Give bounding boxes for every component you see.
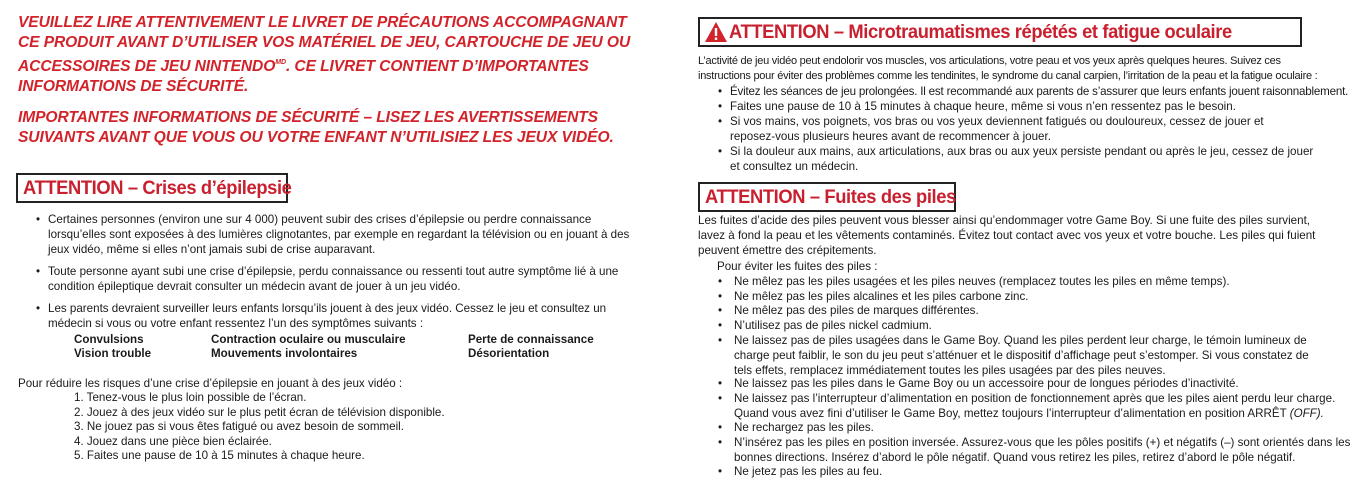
- reduce-step: 3. Ne jouez pas si vous êtes fatigué ou avez besoin de sommeil.: [74, 420, 404, 433]
- bullet-line-text: bonnes directions. Insérez d’abord le pôle négatif. Quand vous retirez les piles, retirez d’abord le pôle négatif.: [734, 451, 1296, 464]
- rsi-intro-line: L’activité de jeu vidéo peut endolorir vos muscles, vos articulations, votre peau et vos yeux après quelques heures. Suivez ces: [698, 55, 1281, 67]
- bullet-line-text: Ne jetez pas les piles au feu.: [734, 465, 883, 478]
- bullet-line: condition épileptique devrait consulter un médecin avant de jouer à un jeu vidéo.: [48, 280, 461, 293]
- bullet-line-text: Quand vous avez fini d’utiliser le Game Boy, mettez toujours l’interrupteur d’alimentation en position ARRÊT: [734, 407, 1290, 420]
- reduce-step: 4. Jouez dans une pièce bien éclairée.: [74, 435, 272, 448]
- bullet-line-text: Ne mêlez pas les piles alcalines et les piles carbone zinc.: [734, 290, 1029, 303]
- bullet-line: Les parents devraient surveiller leurs enfants lorsqu’ils jouent à des jeux vidéo. Cessez le jeu et consultez un: [48, 302, 607, 315]
- bullet-line-text: tels effets, remplacez immédiatement toutes les piles usagées par des piles neuves.: [734, 364, 1166, 377]
- bullet-line: [734, 303, 979, 318]
- rsi-intro-line: instructions pour éviter des problèmes comme les tendinites, le syndrome du canal carpien, l’irritation de la peau et la fatigue oculaire :: [698, 70, 1318, 82]
- bullet-line: Évitez les séances de jeu prolongées. Il est recommandé aux parents de s’assurer que leurs enfants jouent raisonnablement.: [730, 85, 1349, 98]
- epilepsy-warning-header: [16, 173, 292, 203]
- warning-triangle-icon: [704, 21, 728, 43]
- epilepsy-title: ATTENTION – Crises d’épilepsie: [23, 176, 292, 199]
- off-label: (OFF).: [1289, 407, 1324, 420]
- intro-line-text: ACCESSOIRES DE JEU NINTENDO: [18, 58, 276, 75]
- bullet-line: [734, 391, 1335, 406]
- battery-intro-line: lavez à fond la peau et les vêtements contaminés. Évitez tout contact avec vos yeux et votre bouche. Les piles qui fuient: [698, 229, 1316, 242]
- bullet-line-text: Ne rechargez pas les piles.: [734, 421, 874, 434]
- bullet-line: et consultez un médecin.: [730, 160, 859, 173]
- intro-paragraph-2: [18, 108, 614, 148]
- bullet-dot: •: [718, 377, 723, 390]
- symptom: Désorientation: [468, 347, 550, 360]
- intro-line-tail: . CE LIVRET CONTIENT D’IMPORTANTES: [285, 58, 589, 75]
- intro-line: VEUILLEZ LIRE ATTENTIVEMENT LE LIVRET DE PRÉCAUTIONS ACCOMPAGNANT: [18, 14, 627, 31]
- bullet-dot: •: [718, 392, 723, 405]
- battery-intro-line: peuvent émettre des crépitements.: [698, 244, 877, 257]
- intro-line: CE PRODUIT AVANT D’UTILISER VOS MATÉRIEL DE JEU, CARTOUCHE DE JEU OU: [18, 34, 631, 51]
- bullet-dot: •: [718, 275, 723, 288]
- bullet-dot: •: [36, 213, 41, 226]
- bullet-line: Si vos mains, vos poignets, vos bras ou vos yeux deviennent fatigués ou douloureux, cessez de jouer et: [730, 115, 1264, 128]
- bullet-line-text: Ne mêlez pas les piles usagées et les piles neuves (remplacez toutes les piles en même temps).: [734, 275, 1230, 288]
- symptom: Mouvements involontaires: [211, 347, 358, 360]
- reduce-risk-intro: Pour réduire les risques d’une crise d’épilepsie en jouant à des jeux vidéo :: [18, 377, 403, 390]
- bullet-line: jeux vidéo, même si elles n’ont jamais subi de crise auparavant.: [48, 243, 376, 256]
- bullet-line: [734, 348, 1309, 363]
- bullet-line-text: N’insérez pas les piles en position inversée. Assurez-vous que les pôles positifs (+) et négatifs (–) sont orientés dans les: [734, 436, 1351, 449]
- bullet-line-text: Ne laissez pas de piles usagées dans le Game Boy. Quand les piles perdent leur charge, le témoin lumineux de: [734, 334, 1307, 347]
- trademark: MD: [275, 59, 286, 66]
- bullet-line: [734, 450, 1350, 465]
- bullet-line: [734, 420, 874, 435]
- reduce-step: 1. Tenez-vous le plus loin possible de l’écran.: [74, 391, 307, 404]
- intro-paragraph-1: [18, 13, 630, 97]
- battery-title: ATTENTION – Fuites des piles: [705, 185, 956, 208]
- bullet-line-text: charge peut faiblir, le son du jeu peut s’atténuer et le dispositif d’affichage peut s’estomper. Si vous constatez de: [734, 349, 1309, 362]
- bullet-dot: •: [718, 115, 723, 128]
- symptom: Vision trouble: [74, 347, 152, 360]
- bullet-dot: •: [718, 145, 723, 158]
- reduce-step: 2. Jouez à des jeux vidéo sur le plus petit écran de télévision disponible.: [74, 406, 445, 419]
- bullet-line: [734, 274, 1230, 289]
- bullet-dot: •: [718, 334, 723, 347]
- bullet-dot: •: [718, 421, 723, 434]
- bullet-dot: •: [718, 100, 723, 113]
- symptom: Perte de connaissance: [468, 333, 594, 346]
- symptom: Contraction oculaire ou musculaire: [211, 333, 406, 346]
- intro-line: SUIVANTS AVANT QUE VOUS OU VOTRE ENFANT N’UTILISIEZ LES JEUX VIDÉO.: [18, 129, 614, 146]
- bullet-line-text: N’utilisez pas de piles nickel cadmium.: [734, 319, 932, 332]
- bullet-line: [734, 289, 1029, 304]
- bullet-line-text: Ne mêlez pas des piles de marques différentes.: [734, 304, 979, 317]
- bullet-dot: •: [718, 85, 722, 98]
- bullet-line: [734, 464, 882, 479]
- bullet-dot: •: [718, 290, 723, 303]
- bullet-line: Certaines personnes (environ une sur 4 000) peuvent subir des crises d’épilepsie ou perdre connaissance: [48, 213, 592, 226]
- bullet-line: [734, 376, 1239, 391]
- bullet-line-text: Ne laissez pas l’interrupteur d’alimentation en position de fonctionnement après que les piles aient perdu leur charge.: [734, 392, 1336, 405]
- battery-avoid-intro: Pour éviter les fuites des piles :: [717, 260, 878, 273]
- bullet-dot: •: [718, 436, 723, 449]
- bullet-line: Toute personne ayant subi une crise d’épilepsie, perdu connaissance ou ressenti tout autre symptôme lié à une: [48, 265, 619, 278]
- intro-line: INFORMATIONS DE SÉCURITÉ.: [18, 78, 249, 95]
- bullet-line: médecin si vous ou votre enfant ressentez l’un des symptômes suivants :: [48, 317, 424, 330]
- intro-line: IMPORTANTES INFORMATIONS DE SÉCURITÉ – LISEZ LES AVERTISSEMENTS: [18, 109, 598, 126]
- bullet-dot: •: [36, 302, 41, 315]
- bullet-dot: •: [718, 304, 723, 317]
- bullet-line: Faites une pause de 10 à 15 minutes à chaque heure, même si vous n’en ressentez pas le besoin.: [730, 100, 1236, 113]
- bullet-dot: •: [36, 265, 41, 278]
- intro-line: [18, 53, 630, 77]
- reduce-step: 5. Faites une pause de 10 à 15 minutes à chaque heure.: [74, 449, 365, 462]
- bullet-dot: •: [718, 319, 723, 332]
- battery-intro: [698, 213, 1315, 258]
- rsi-warning-header: [698, 17, 1302, 47]
- bullet-line: [734, 406, 1335, 421]
- bullet-dot: •: [718, 465, 723, 478]
- bullet-line: reposez-vous plusieurs heures avant de recommencer à jouer.: [730, 130, 1051, 143]
- bullet-line: lorsqu’elles sont exposées à des lumières clignotantes, par exemple en regardant la télévision ou en jouant à des: [48, 228, 630, 241]
- symptom: Convulsions: [74, 333, 144, 346]
- bullet-line-text: Ne laissez pas les piles dans le Game Boy ou un accessoire pour de longues périodes d’inactivité.: [734, 377, 1239, 390]
- battery-intro-line: Les fuites d’acide des piles peuvent vous blesser ainsi qu’endommager votre Game Boy. Si une fuite des piles survient,: [698, 214, 1311, 227]
- bullet-line: [734, 435, 1350, 450]
- rsi-title: ATTENTION – Microtraumatismes répétés et fatigue oculaire: [729, 20, 1232, 43]
- bullet-line: [734, 318, 932, 333]
- rsi-intro: [698, 54, 1317, 84]
- bullet-line: [734, 333, 1309, 348]
- bullet-line: Si la douleur aux mains, aux articulations, aux bras ou aux yeux persiste pendant ou après le jeu, cessez de jouer: [730, 145, 1314, 158]
- battery-warning-header: [698, 182, 956, 212]
